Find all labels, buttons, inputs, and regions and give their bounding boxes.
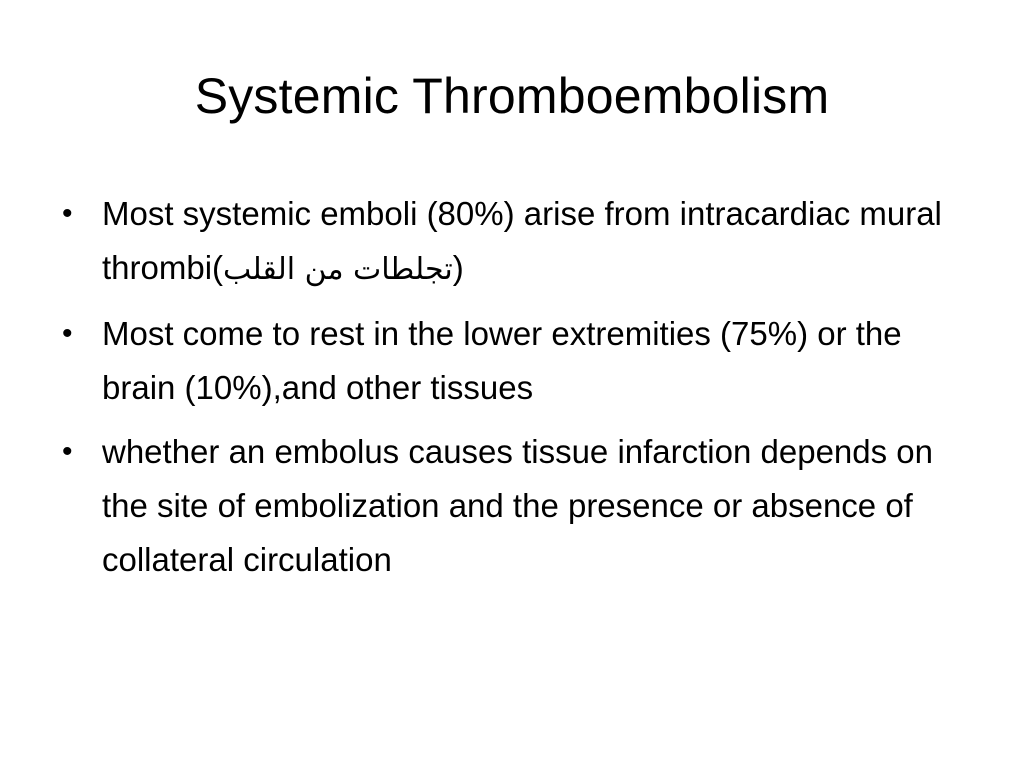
- bullet-text: Most systemic emboli (80%) arise from intracardiac mural thrombi(: [102, 195, 942, 286]
- bullet-item: [62, 425, 962, 587]
- bullet-text: whether an embolus causes tissue infarction depends on the site of embolization and the presence or absence of collateral circulation: [102, 433, 934, 578]
- bullet-item: [62, 307, 962, 415]
- bullet-text: Most come to rest in the lower extremities (75%) or the brain (10%),and other tissues: [102, 315, 902, 406]
- slide-title: Systemic Thromboembolism: [194, 68, 830, 124]
- arabic-text: تجلطات من القلب: [223, 252, 453, 287]
- bullet-item: [62, 187, 962, 297]
- bullet-dot-icon: •: [62, 197, 73, 230]
- bullet-dot-icon: •: [62, 435, 73, 468]
- bullet-dot-icon: •: [62, 317, 73, 350]
- bullet-list: [62, 187, 962, 597]
- bullet-text-closing: ): [452, 249, 464, 286]
